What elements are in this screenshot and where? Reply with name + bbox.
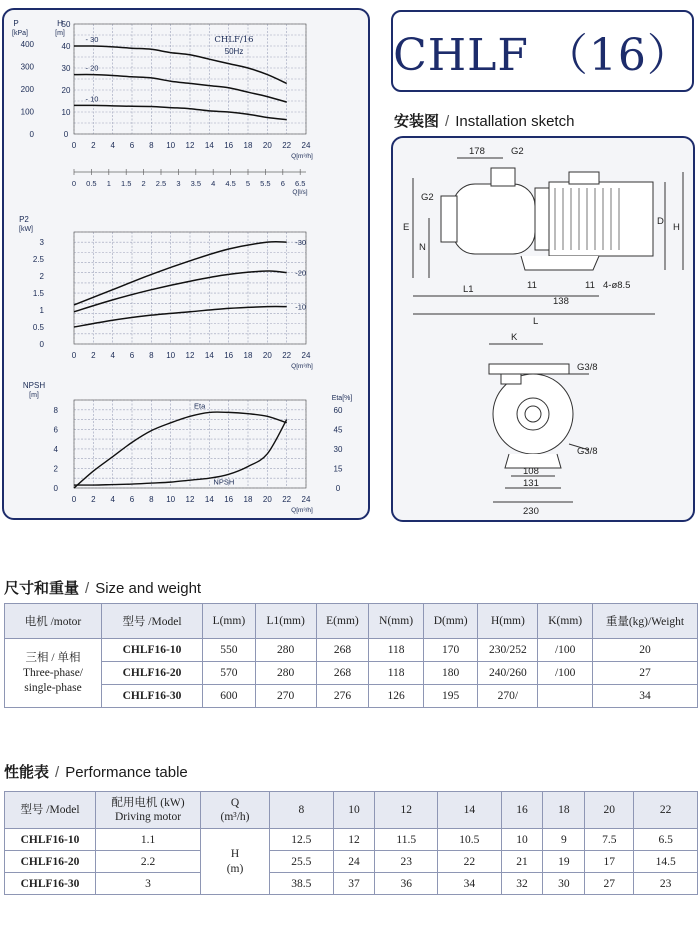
value-cell: 27 xyxy=(593,662,698,685)
performance-curves-svg xyxy=(4,10,368,518)
value-cell: 570 xyxy=(203,662,256,685)
dim-label-230: 230 xyxy=(523,506,539,517)
value-cell: 34 xyxy=(593,685,698,708)
q-tick-label: 20 xyxy=(262,351,272,360)
dim-label-g38-top: G3/8 xyxy=(577,362,598,373)
p2-tick-label: 2 xyxy=(39,272,44,282)
q-tick-label: 16 xyxy=(224,351,234,360)
motor-type-cell xyxy=(5,639,102,708)
header-cell: H(mm) xyxy=(478,604,538,639)
header-motor-en: Driving motor xyxy=(114,811,182,823)
size-weight-heading: 尺寸和重量 / Size and weight xyxy=(4,580,202,597)
q-tick-label: 20 xyxy=(262,495,272,504)
npsh-tick-label: 8 xyxy=(53,405,58,415)
h-tick-label: 50 xyxy=(61,20,71,29)
q-tick-label: 0 xyxy=(71,141,77,150)
table-header-row xyxy=(5,792,698,829)
q-tick-label: 14 xyxy=(204,351,214,360)
q-tick-label: 0 xyxy=(71,495,77,504)
q-tick-label: 0 xyxy=(71,351,77,360)
installation-heading-cn: 安装图 xyxy=(394,113,440,130)
qs-tick-label: 4 xyxy=(211,179,216,188)
header-q: Q xyxy=(230,797,240,809)
qs-tick-label: 6 xyxy=(280,179,285,188)
qs-tick-label: 1.5 xyxy=(120,179,132,188)
header-cell: N(mm) xyxy=(369,604,424,639)
q-tick-label: 6 xyxy=(129,141,135,150)
table-row xyxy=(5,685,698,708)
value-cell: 230/252 xyxy=(478,639,538,662)
header-cell: L1(mm) xyxy=(255,604,316,639)
q-tick-label: 12 xyxy=(185,141,195,150)
terminal-box xyxy=(569,172,599,184)
head-cell: 34 xyxy=(438,873,502,895)
head-cell: 7.5 xyxy=(585,829,634,851)
h-tick-label: 0 xyxy=(63,130,69,139)
header-cell: K(mm) xyxy=(538,604,593,639)
value-cell: 600 xyxy=(203,685,256,708)
p2-curve-label: -20 xyxy=(295,268,307,278)
motor-type-en1: Three-phase/ xyxy=(22,666,84,679)
installation-heading: 安装图 / Installation sketch xyxy=(394,113,575,130)
q-tick-label: 16 xyxy=(224,141,234,150)
header-cell: 重量(kg)/Weight xyxy=(593,604,698,639)
head-unit: (m) xyxy=(226,862,244,875)
eta-tick-label: 15 xyxy=(333,464,343,474)
motor-cell: 2.2 xyxy=(96,851,201,873)
head-cell: 14.5 xyxy=(634,851,698,873)
discharge-port xyxy=(491,168,515,186)
p-tick-label: 400 xyxy=(20,40,34,50)
dim-label-l1: L1 xyxy=(463,284,474,295)
dim-label-d: D xyxy=(657,216,664,227)
npsh-curve-label: NPSH xyxy=(213,477,235,487)
motor-cell: 3 xyxy=(96,873,201,895)
dim-label-k: K xyxy=(511,332,518,343)
flow-header-cell: 12 xyxy=(375,792,438,829)
npsh-tick-label: 6 xyxy=(53,425,58,435)
q-tick-label: 20 xyxy=(262,141,272,150)
suction-inlet-front xyxy=(525,406,541,422)
head-cell: 23 xyxy=(634,873,698,895)
q-tick-label: 6 xyxy=(129,495,135,504)
p-axis-title: P xyxy=(13,19,19,28)
q-tick-label: 6 xyxy=(129,351,135,360)
qs-tick-label: 5 xyxy=(245,179,251,188)
header-cell: 型号 /Model xyxy=(5,792,96,829)
value-cell: 118 xyxy=(369,639,424,662)
qs-tick-label: 1 xyxy=(106,179,111,188)
q-tick-label: 22 xyxy=(282,141,292,150)
q-tick-label: 2 xyxy=(91,141,96,150)
dim-label-n: N xyxy=(419,242,426,253)
head-cell: 11.5 xyxy=(375,829,438,851)
q-tick-label: 12 xyxy=(185,351,195,360)
flow-header-cell: 18 xyxy=(543,792,585,829)
installation-heading-en: Installation sketch xyxy=(455,113,575,130)
performance-heading: 性能表 / Performance table xyxy=(4,764,188,781)
p2-curve-2 xyxy=(74,307,287,327)
value-cell: /100 xyxy=(538,662,593,685)
p2-curve-label: -30 xyxy=(295,238,307,248)
value-cell: 126 xyxy=(369,685,424,708)
performance-table xyxy=(4,791,698,895)
dim-label-h: H xyxy=(673,222,680,233)
value-cell: 180 xyxy=(423,662,478,685)
head-cell: 32 xyxy=(501,873,543,895)
npsh-axis-title: NPSH xyxy=(22,381,46,390)
flow-header-cell: 20 xyxy=(585,792,634,829)
flow-header-cell: 14 xyxy=(438,792,502,829)
head-cell: 25.5 xyxy=(270,851,334,873)
q-tick-label: 10 xyxy=(166,141,176,150)
value-cell: 270/ xyxy=(478,685,538,708)
p-axis-unit: [kPa] xyxy=(12,30,28,37)
p-tick-label: 200 xyxy=(20,85,34,95)
dim-label-g2-side: G2 xyxy=(421,192,434,203)
qs-tick-label: 2 xyxy=(141,179,146,188)
q-tick-label: 24 xyxy=(301,141,311,150)
size-weight-heading-cn: 尺寸和重量 xyxy=(4,580,80,597)
table-header-row xyxy=(5,604,698,639)
table-row xyxy=(5,662,698,685)
q-tick-label: 14 xyxy=(204,495,214,504)
q-tick-label: 22 xyxy=(282,351,292,360)
value-cell xyxy=(538,685,593,708)
q-tick-label: 14 xyxy=(204,141,214,150)
chart-model-label: CHLF/16 xyxy=(214,35,254,45)
header-cell xyxy=(96,792,201,829)
eta-curve-label: Eta xyxy=(194,401,206,411)
performance-charts-panel xyxy=(2,8,370,520)
head-cell: 27 xyxy=(585,873,634,895)
head-cell: 10 xyxy=(501,829,543,851)
h-curve-0 xyxy=(74,46,287,83)
qs-tick-label: 0 xyxy=(71,179,77,188)
header-cell xyxy=(201,792,270,829)
head-cell: 22 xyxy=(438,851,502,873)
header-motor-cn: 配用电机 (kW) xyxy=(111,797,185,809)
value-cell: 276 xyxy=(316,685,369,708)
value-cell: 170 xyxy=(423,639,478,662)
q-unit-label: Q[m³/h] xyxy=(291,153,313,160)
motor-type-en2: single-phase xyxy=(24,681,82,694)
q-unit-label: Q[m³/h] xyxy=(291,363,313,370)
p2-tick-label: 0 xyxy=(39,340,44,349)
value-cell: 280 xyxy=(255,639,316,662)
q-tick-label: 4 xyxy=(110,351,115,360)
table-row xyxy=(5,851,698,873)
dim-label-l: L xyxy=(533,316,539,327)
eta-tick-label: 45 xyxy=(333,425,343,435)
npsh-tick-label: 4 xyxy=(53,444,58,454)
value-cell: 268 xyxy=(316,662,369,685)
p2-axis-title: P2 xyxy=(19,215,29,224)
qs-tick-label: 6.5 xyxy=(294,179,306,188)
model-cell: CHLF16-20 xyxy=(5,851,96,873)
q-tick-label: 24 xyxy=(301,351,311,360)
p-tick-label: 0 xyxy=(29,130,34,139)
value-cell: 118 xyxy=(369,662,424,685)
head-cell: 10.5 xyxy=(438,829,502,851)
size-weight-heading-en: Size and weight xyxy=(95,580,202,597)
p2-tick-label: 2.5 xyxy=(32,255,44,265)
q-unit-label: Q[m³/h] xyxy=(291,507,313,514)
q-tick-label: 8 xyxy=(149,141,154,150)
qs-tick-label: 0.5 xyxy=(86,179,97,188)
p2-tick-label: 0.5 xyxy=(32,323,44,333)
size-weight-table xyxy=(4,603,698,708)
eta-axis-title: Eta[%] xyxy=(331,395,353,402)
q-tick-label: 2 xyxy=(91,495,96,504)
pump-body-side xyxy=(453,184,535,254)
header-q-unit: (m³/h) xyxy=(220,811,250,823)
flow-header-cell: 22 xyxy=(634,792,698,829)
q-tick-label: 18 xyxy=(243,495,253,504)
head-cell: 23 xyxy=(375,851,438,873)
dim-label-g38-bottom: G3/8 xyxy=(577,446,598,457)
value-cell: 20 xyxy=(593,639,698,662)
installation-sketch-svg xyxy=(393,138,693,520)
head-cell: 30 xyxy=(543,873,585,895)
dim-label-11-right: 11 xyxy=(585,280,595,291)
h-curve-label: - 20 xyxy=(85,63,99,73)
head-cell: 12 xyxy=(333,829,375,851)
eta-tick-label: 0 xyxy=(335,484,341,493)
front-bracket xyxy=(489,364,569,374)
h-tick-label: 20 xyxy=(61,86,71,95)
npsh-axis-unit: [m] xyxy=(29,392,39,399)
head-cell: 19 xyxy=(543,851,585,873)
bracket xyxy=(535,188,549,250)
header-cell: E(mm) xyxy=(316,604,369,639)
q-tick-label: 18 xyxy=(243,351,253,360)
q-tick-label: 10 xyxy=(166,495,176,504)
flow-header-cell: 16 xyxy=(501,792,543,829)
value-cell: 280 xyxy=(255,662,316,685)
q-tick-label: 12 xyxy=(185,495,195,504)
head-cell: 24 xyxy=(333,851,375,873)
model-cell: CHLF16-20 xyxy=(102,662,203,685)
head-cell: 37 xyxy=(333,873,375,895)
q-tick-label: 18 xyxy=(243,141,253,150)
model-cell: CHLF16-10 xyxy=(5,829,96,851)
head-cell: 6.5 xyxy=(634,829,698,851)
header-cell: L(mm) xyxy=(203,604,256,639)
model-cell: CHLF16-30 xyxy=(5,873,96,895)
value-cell: 268 xyxy=(316,639,369,662)
q-tick-label: 22 xyxy=(282,495,292,504)
h-axis-title: H xyxy=(57,19,63,28)
dim-label-138: 138 xyxy=(553,296,569,307)
h-tick-label: 10 xyxy=(61,108,71,117)
h-curve-1 xyxy=(74,75,287,103)
q-tick-label: 4 xyxy=(110,141,115,150)
p2-curve-1 xyxy=(74,271,287,312)
q-tick-label: 24 xyxy=(301,495,311,504)
model-cell: CHLF16-30 xyxy=(102,685,203,708)
p-tick-label: 300 xyxy=(20,62,34,72)
h-curve-2 xyxy=(74,105,287,119)
motor-side xyxy=(549,182,653,256)
dim-label-178: 178 xyxy=(469,146,485,157)
head-label: H xyxy=(230,847,240,860)
dim-label-108: 108 xyxy=(523,466,539,477)
discharge-port-front xyxy=(501,374,521,384)
h-curve-label: - 30 xyxy=(85,35,99,44)
dim-label-e: E xyxy=(403,222,410,233)
h-tick-label: 40 xyxy=(61,42,71,51)
table-row xyxy=(5,873,698,895)
p2-tick-label: 1 xyxy=(39,306,44,316)
eta-tick-label: 60 xyxy=(333,405,343,415)
eta-tick-label: 30 xyxy=(333,444,343,454)
q-tick-label: 4 xyxy=(110,495,115,504)
head-cell: 21 xyxy=(501,851,543,873)
qs-tick-label: 3 xyxy=(176,179,181,188)
dim-label-11-left: 11 xyxy=(527,280,537,291)
value-cell: /100 xyxy=(538,639,593,662)
p2-tick-label: 1.5 xyxy=(32,289,44,299)
h-axis-unit: [m] xyxy=(55,30,65,37)
flow-header-cell: 8 xyxy=(270,792,334,829)
h-curve-label: - 10 xyxy=(85,94,99,104)
table-row xyxy=(5,829,698,851)
h-tick-label: 30 xyxy=(61,64,71,73)
p2-tick-label: 3 xyxy=(39,238,44,248)
dim-label-holes: 4-ø8.5 xyxy=(603,280,631,291)
qs-tick-label: 3.5 xyxy=(190,179,202,188)
qs-unit-label: Q[l/s] xyxy=(292,189,308,196)
q-tick-label: 8 xyxy=(149,351,154,360)
chart-freq-label: 50Hz xyxy=(224,47,244,56)
head-cell: 12.5 xyxy=(270,829,334,851)
model-cell: CHLF16-10 xyxy=(102,639,203,662)
value-cell: 270 xyxy=(255,685,316,708)
motor-type-cn: 三相 / 单相 xyxy=(25,651,81,664)
head-label-cell xyxy=(201,829,270,895)
dim-label-131: 131 xyxy=(523,478,539,489)
npsh-tick-label: 2 xyxy=(53,464,58,474)
value-cell: 240/260 xyxy=(478,662,538,685)
q-tick-label: 8 xyxy=(149,495,154,504)
head-cell: 17 xyxy=(585,851,634,873)
eta-curve xyxy=(74,412,287,488)
p2-curve-0 xyxy=(74,242,287,305)
header-cell: 电机 /motor xyxy=(5,604,102,639)
performance-heading-en: Performance table xyxy=(65,764,188,781)
p2-axis-unit: [kW] xyxy=(19,226,33,233)
installation-sketch-panel xyxy=(391,136,695,522)
q-tick-label: 10 xyxy=(166,351,176,360)
motor-cell: 1.1 xyxy=(96,829,201,851)
suction-port xyxy=(441,196,457,242)
header-cell: 型号 /Model xyxy=(102,604,203,639)
value-cell: 550 xyxy=(203,639,256,662)
model-title: CHLF （16） xyxy=(393,30,692,81)
dim-label-g2-top: G2 xyxy=(511,146,524,157)
head-cell: 36 xyxy=(375,873,438,895)
flow-header-cell: 10 xyxy=(333,792,375,829)
model-title-box xyxy=(391,10,694,92)
qs-tick-label: 4.5 xyxy=(225,179,236,188)
qs-tick-label: 5.5 xyxy=(260,179,271,188)
head-cell: 9 xyxy=(543,829,585,851)
p-tick-label: 100 xyxy=(20,107,34,117)
npsh-tick-label: 0 xyxy=(53,484,58,493)
value-cell: 195 xyxy=(423,685,478,708)
head-cell: 38.5 xyxy=(270,873,334,895)
header-cell: D(mm) xyxy=(423,604,478,639)
table-row xyxy=(5,639,698,662)
q-tick-label: 16 xyxy=(224,495,234,504)
base-foot xyxy=(521,256,599,270)
performance-heading-cn: 性能表 xyxy=(4,764,50,781)
q-tick-label: 2 xyxy=(91,351,96,360)
qs-tick-label: 2.5 xyxy=(155,179,167,188)
p2-curve-label: -10 xyxy=(295,302,307,312)
